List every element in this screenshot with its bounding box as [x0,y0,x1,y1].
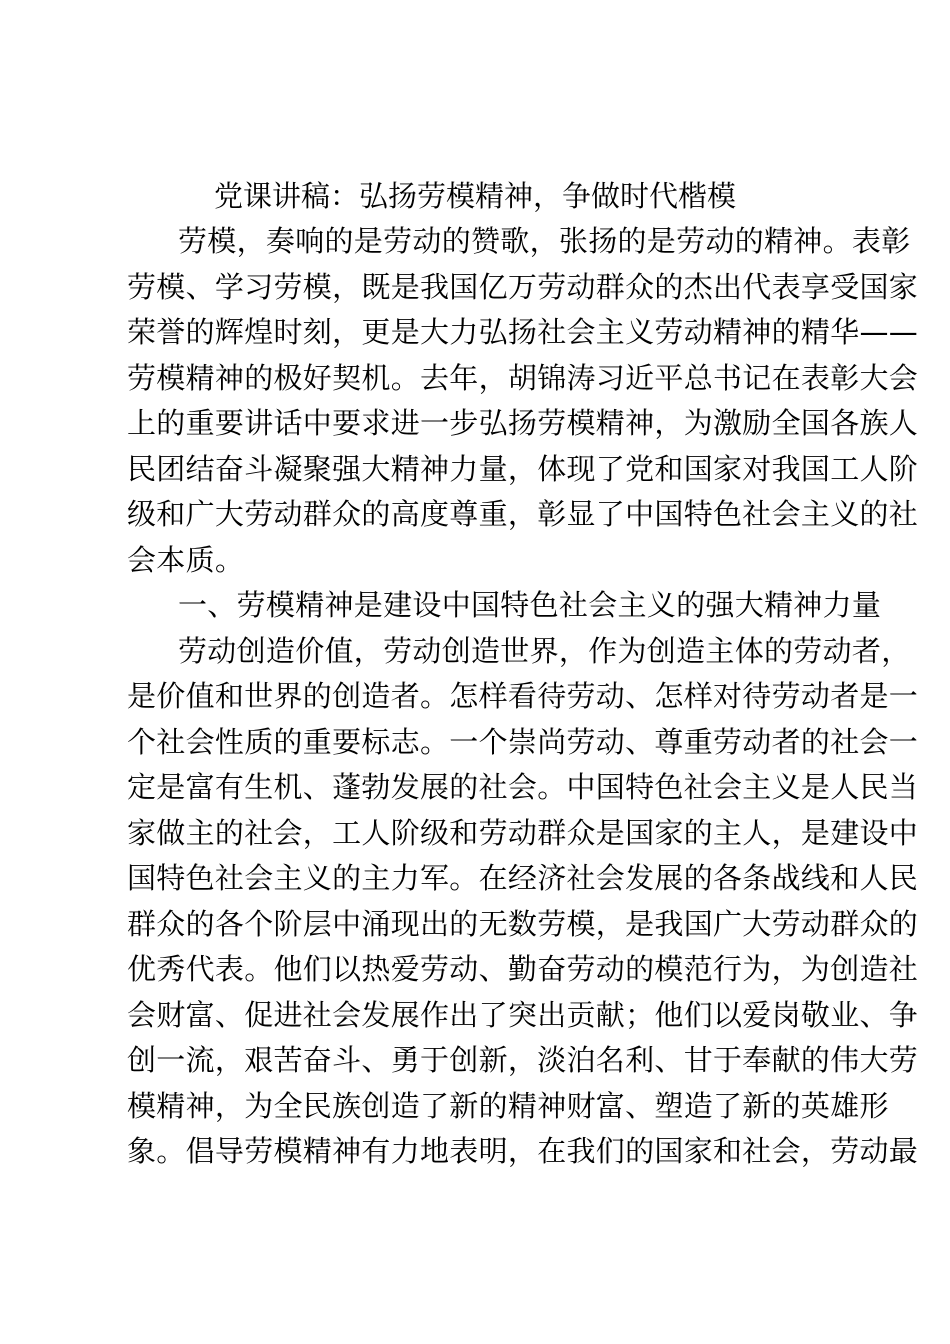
document-title: 党课讲稿：弘扬劳模精神，争做时代楷模 [213,179,736,213]
paragraph-line: 国特色社会主义的主力军。在经济社会发展的各条战线和人民 [127,861,919,895]
paragraph-line: 荣誉的辉煌时刻，更是大力弘扬社会主义劳动精神的精华—— [127,315,919,349]
paragraph-line: 民团结奋斗凝聚强大精神力量，体现了党和国家对我国工人阶 [127,451,919,486]
paragraph-line: 会财富、促进社会发展作出了突出贡献；他们以爱岗敬业、争 [127,997,919,1032]
paragraph-line: 群众的各个阶层中涌现出的无数劳模，是我国广大劳动群众的 [127,906,919,941]
paragraph-line: 个社会性质的重要标志。一个崇尚劳动、尊重劳动者的社会一 [127,724,919,759]
paragraph-line: 定是富有生机、蓬勃发展的社会。中国特色社会主义是人民当 [127,770,919,804]
paragraph-line: 级和广大劳动群众的高度尊重，彰显了中国特色社会主义的社 [127,497,919,531]
paragraph-line: 象。倡导劳模精神有力地表明，在我们的国家和社会，劳动最 [127,1134,919,1168]
paragraph-2 [127,629,919,1175]
paragraph-line: 劳动创造价值，劳动创造世界，作为创造主体的劳动者， [178,633,911,668]
paragraph-line: 会本质。 [127,542,245,577]
paragraph-line: 劳模、学习劳模，既是我国亿万劳动群众的杰出代表享受国家 [127,269,919,304]
paragraph-line: 优秀代表。他们以热爱劳动、勤奋劳动的模范行为，为创造社 [127,952,919,986]
section-heading: 一、劳模精神是建设中国特色社会主义的强大精神力量 [178,588,882,622]
paragraph-line: 模精神，为全民族创造了新的精神财富、塑造了新的英雄形 [127,1088,889,1123]
document-page [127,173,919,1175]
paragraph-1 [127,219,919,583]
paragraph-line: 上的重要讲话中要求进一步弘扬劳模精神，为激励全国各族人 [127,406,919,440]
paragraph-line: 家做主的社会，工人阶级和劳动群众是国家的主人，是建设中 [127,815,919,850]
paragraph-line: 是价值和世界的创造者。怎样看待劳动、怎样对待劳动者是一 [127,679,919,713]
paragraph-line: 劳模，奏响的是劳动的赞歌，张扬的是劳动的精神。表彰 [178,224,911,258]
paragraph-line: 劳模精神的极好契机。去年，胡锦涛习近平总书记在表彰大会 [127,360,919,395]
paragraph-line: 创一流，艰苦奋斗、勇于创新，淡泊名利、甘于奉献的伟大劳 [127,1043,919,1077]
